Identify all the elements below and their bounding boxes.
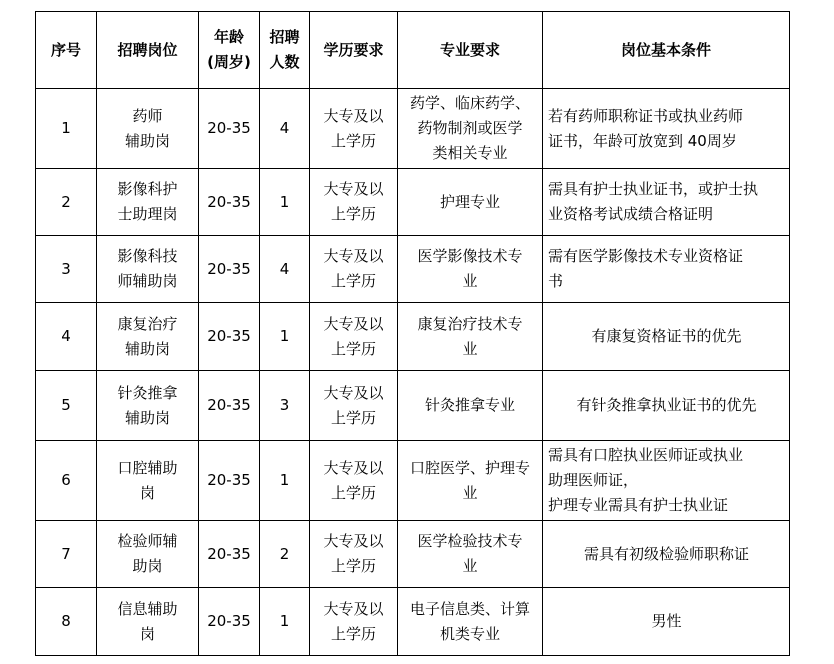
cell-position xyxy=(97,169,199,236)
cell-education-line: 大专及以 xyxy=(323,599,384,618)
cell-position xyxy=(97,521,199,588)
cell-education-line: 大专及以 xyxy=(323,106,384,125)
cell-education-line: 上学历 xyxy=(330,272,376,290)
cell-education-line: 大专及以 xyxy=(323,314,384,333)
cell-education xyxy=(310,441,398,521)
cell-position-line: 康复治疗 xyxy=(117,314,178,333)
cell-major xyxy=(398,236,543,303)
header-no: 序号 xyxy=(36,12,97,89)
header-row xyxy=(36,12,790,89)
cell-position xyxy=(97,89,199,169)
cell-major-line: 康复治疗技术专 xyxy=(417,314,523,333)
cell-position xyxy=(97,588,199,656)
cell-position-line: 口腔辅助 xyxy=(117,458,178,477)
cell-education xyxy=(310,588,398,656)
cell-position-line: 师辅助岗 xyxy=(117,272,178,290)
cell-conditions-line: 有针灸推拿执业证书的优先 xyxy=(576,396,757,414)
cell-conditions xyxy=(543,89,790,169)
header-age xyxy=(199,12,260,89)
cell-education-line: 上学历 xyxy=(330,339,376,358)
cell-education-line: 大专及以 xyxy=(323,247,384,265)
cell-conditions-line: 书 xyxy=(548,272,564,290)
table-row xyxy=(36,89,790,169)
cell-position xyxy=(97,236,199,303)
cell-no: 7 xyxy=(36,521,97,588)
cell-age: 20-35 xyxy=(199,303,260,371)
cell-age: 20-35 xyxy=(199,236,260,303)
cell-no: 6 xyxy=(36,441,97,521)
header-count xyxy=(260,12,310,89)
cell-education xyxy=(310,521,398,588)
header-education: 学历要求 xyxy=(310,12,398,89)
cell-no: 3 xyxy=(36,236,97,303)
cell-count: 1 xyxy=(260,588,310,656)
cell-age: 20-35 xyxy=(199,441,260,521)
cell-count: 1 xyxy=(260,169,310,236)
cell-position-line: 岗 xyxy=(139,624,155,643)
cell-education xyxy=(310,169,398,236)
header-age-line: 年龄 xyxy=(213,28,244,46)
cell-count: 1 xyxy=(260,303,310,371)
cell-education-line: 上学历 xyxy=(330,624,376,643)
cell-conditions-line: 若有药师职称证书或执业药师 xyxy=(548,106,744,125)
cell-major-line: 业 xyxy=(462,483,478,502)
table-row xyxy=(36,169,790,236)
cell-education xyxy=(310,303,398,371)
cell-conditions xyxy=(543,236,790,303)
cell-conditions-line: 助理医师证， xyxy=(548,471,639,489)
cell-no: 8 xyxy=(36,588,97,656)
cell-education-line: 上学历 xyxy=(330,557,376,575)
header-major: 专业要求 xyxy=(398,12,543,89)
cell-position xyxy=(97,303,199,371)
cell-conditions-line: 需具有护士执业证书，或护士执 xyxy=(548,180,759,198)
cell-major-line: 医学影像技术专 xyxy=(417,247,523,265)
cell-no: 2 xyxy=(36,169,97,236)
cell-position-line: 检验师辅 xyxy=(117,532,178,550)
cell-position-line: 药师 xyxy=(132,106,163,125)
cell-age: 20-35 xyxy=(199,89,260,169)
cell-major xyxy=(398,89,543,169)
cell-age: 20-35 xyxy=(199,169,260,236)
cell-position-line: 信息辅助 xyxy=(117,599,178,618)
cell-major-line: 业 xyxy=(462,557,478,575)
cell-position-line: 针灸推拿 xyxy=(117,383,178,402)
cell-major-line: 药物制剂或医学 xyxy=(417,119,523,137)
cell-education xyxy=(310,236,398,303)
cell-conditions-line: 业资格考试成绩合格证明 xyxy=(548,205,714,223)
cell-age: 20-35 xyxy=(199,371,260,441)
cell-major xyxy=(398,521,543,588)
table-row xyxy=(36,236,790,303)
cell-position-line: 影像科技 xyxy=(117,247,178,265)
cell-position-line: 岗 xyxy=(139,483,155,502)
cell-major-line: 业 xyxy=(462,272,478,290)
cell-major-line: 类相关专业 xyxy=(432,144,508,162)
cell-count: 3 xyxy=(260,371,310,441)
cell-major-line: 药学、临床药学、 xyxy=(409,94,530,112)
cell-major-line: 电子信息类、计算 xyxy=(409,599,530,618)
cell-major xyxy=(398,588,543,656)
cell-no: 4 xyxy=(36,303,97,371)
cell-count: 2 xyxy=(260,521,310,588)
cell-count: 1 xyxy=(260,441,310,521)
cell-conditions-line: 证书，年龄可放宽到 40周岁 xyxy=(548,131,737,150)
cell-education-line: 大专及以 xyxy=(323,532,384,550)
header-conditions: 岗位基本条件 xyxy=(543,12,790,89)
header-count-line: 人数 xyxy=(269,53,300,71)
header-count-line: 招聘 xyxy=(269,28,300,46)
cell-education-line: 上学历 xyxy=(330,408,376,427)
recruitment-table xyxy=(35,11,790,656)
cell-conditions xyxy=(543,588,790,656)
cell-conditions xyxy=(543,441,790,521)
cell-conditions xyxy=(543,303,790,371)
cell-count: 4 xyxy=(260,236,310,303)
cell-conditions-line: 需具有口腔执业医师证或执业 xyxy=(548,446,744,464)
header-position: 招聘岗位 xyxy=(97,12,199,89)
cell-education-line: 大专及以 xyxy=(323,383,384,402)
cell-no: 5 xyxy=(36,371,97,441)
cell-conditions xyxy=(543,371,790,441)
cell-major-line: 护理专业 xyxy=(439,192,500,211)
cell-position-line: 辅助岗 xyxy=(124,131,170,150)
cell-position xyxy=(97,441,199,521)
cell-education-line: 上学历 xyxy=(330,483,376,502)
cell-conditions-line: 男性 xyxy=(651,612,682,630)
cell-position xyxy=(97,371,199,441)
table-row xyxy=(36,441,790,521)
cell-education xyxy=(310,371,398,441)
cell-major-line: 业 xyxy=(462,339,478,358)
cell-major-line: 针灸推拿专业 xyxy=(424,396,515,414)
cell-position-line: 辅助岗 xyxy=(124,339,170,358)
cell-education xyxy=(310,89,398,169)
cell-no: 1 xyxy=(36,89,97,169)
cell-major xyxy=(398,441,543,521)
cell-major-line: 医学检验技术专 xyxy=(417,532,523,550)
cell-position-line: 士助理岗 xyxy=(117,205,178,223)
cell-major-line: 机类专业 xyxy=(439,624,500,643)
cell-major-line: 口腔医学、护理专 xyxy=(409,458,530,477)
table-row xyxy=(36,371,790,441)
cell-major xyxy=(398,371,543,441)
cell-position-line: 助岗 xyxy=(132,557,163,575)
cell-position-line: 影像科护 xyxy=(117,180,178,198)
table-row xyxy=(36,588,790,656)
table-row xyxy=(36,303,790,371)
cell-conditions-line: 有康复资格证书的优先 xyxy=(591,327,742,345)
cell-conditions-line: 需具有初级检验师职称证 xyxy=(583,544,749,563)
cell-education-line: 大专及以 xyxy=(323,458,384,477)
cell-major xyxy=(398,169,543,236)
cell-conditions-line: 需有医学影像技术专业资格证 xyxy=(548,247,744,265)
cell-age: 20-35 xyxy=(199,521,260,588)
cell-education-line: 大专及以 xyxy=(323,180,384,198)
cell-conditions xyxy=(543,521,790,588)
header-age-line: (周岁) xyxy=(207,53,251,71)
cell-age: 20-35 xyxy=(199,588,260,656)
cell-conditions xyxy=(543,169,790,236)
cell-position-line: 辅助岗 xyxy=(124,408,170,427)
cell-major xyxy=(398,303,543,371)
cell-education-line: 上学历 xyxy=(330,131,376,150)
cell-education-line: 上学历 xyxy=(330,205,376,223)
table-row xyxy=(36,521,790,588)
cell-count: 4 xyxy=(260,89,310,169)
cell-conditions-line: 护理专业需具有护士执业证 xyxy=(548,496,729,514)
